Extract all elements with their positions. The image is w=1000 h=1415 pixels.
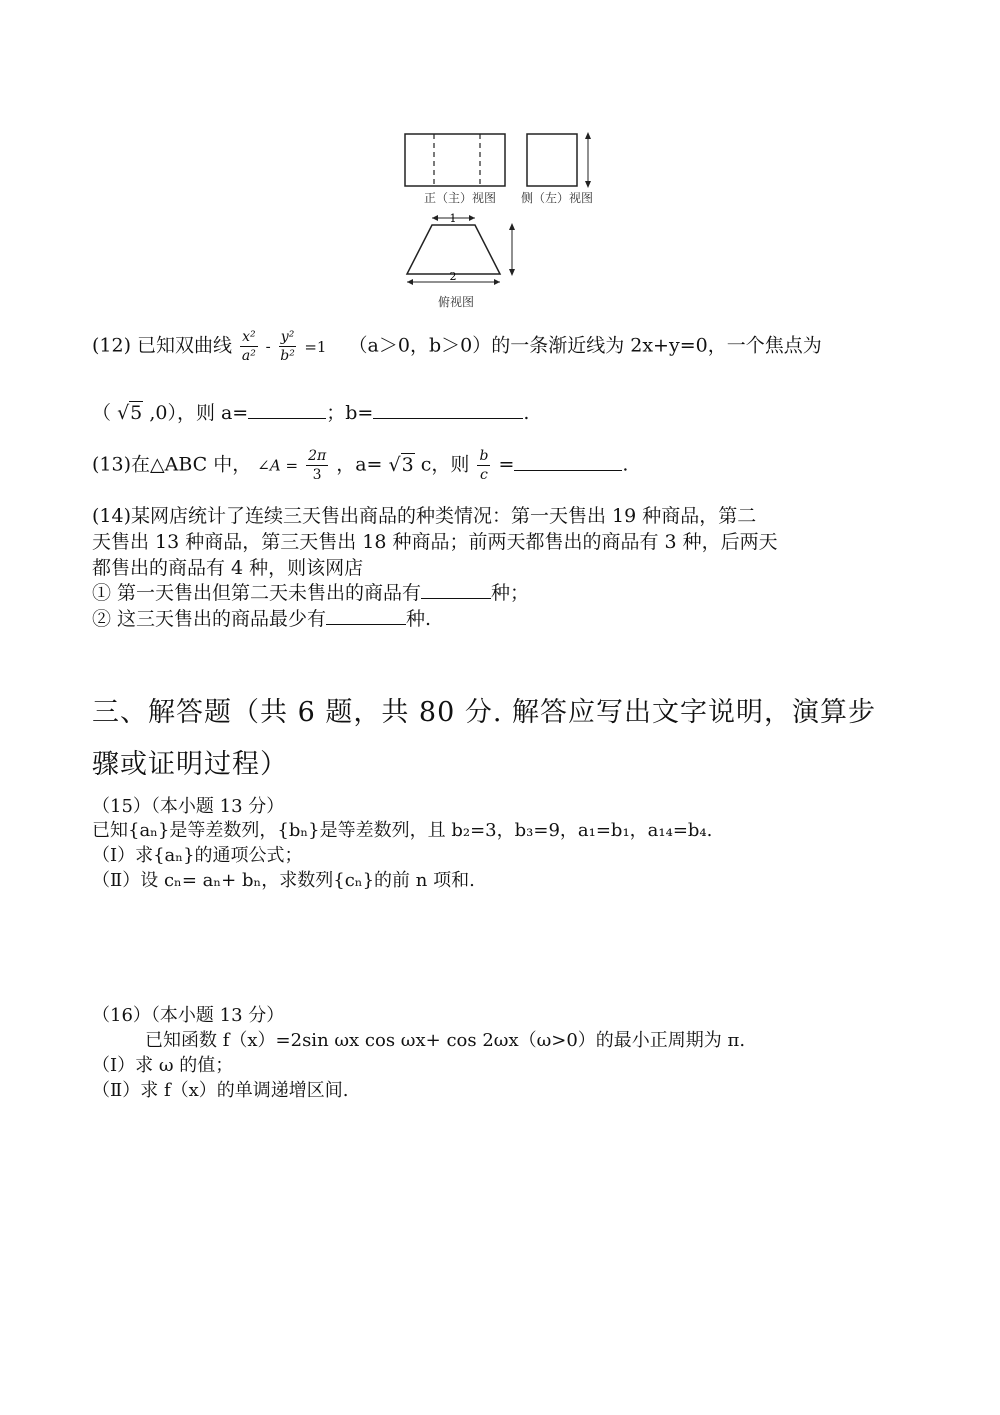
q14-item2-text: ② 这三天售出的商品最少有 [92,608,327,630]
q12-condition: （a＞0，b＞0）的一条渐近线为 2x+y=0，一个焦点为 [348,334,822,357]
q12-line1 [92,328,822,365]
q13-end: . [622,453,629,476]
q15-line1: 已知{aₙ}是等差数列，{bₙ}是等差数列，且 b₂=3，b₃=9，a₁=b₁，a₁₄=b₄. [92,820,713,841]
q13-eq: = [498,453,515,476]
q12-minus: - [265,337,271,356]
q14-line2: 天售出 13 种商品，第三天售出 18 种商品；前两天都售出的商品有 3 种，后两天 [92,531,778,553]
q13-frac2-num: b [479,448,489,464]
arrow-down-icon [585,181,591,188]
q12-prefix: (12) 已知双曲线 [92,334,233,357]
arrow-left-icon [407,279,413,285]
q14-item2-unit: 种. [406,608,432,630]
q13-blank[interactable] [514,453,622,471]
q14-line4 [92,578,529,605]
q13-fraction-bc [477,447,490,484]
q13-frac-den: 3 [312,467,322,483]
q13-sqrt-value: 3 [401,453,414,476]
q13-line [92,447,628,484]
section3-title-line2: 骤或证明过程） [92,749,288,780]
q14-item1-text: ① 第一天售出但第二天未售出的商品有 [92,582,422,604]
top-view-trapezoid [407,225,500,274]
front-view-label: 正（主）视图 [424,191,497,205]
q16-header: （16）（本小题 13 分） [92,1005,285,1026]
q12-frac2-den: b² [280,348,295,364]
front-view-rect [405,134,505,186]
arrow-up-icon [585,132,591,139]
q12-end: . [523,402,530,424]
three-view-figure [396,128,606,313]
q15-line2: （Ⅰ）求{aₙ}的通项公式； [92,845,303,866]
q13-frac2-den: c [480,467,488,483]
q12-blank-b[interactable] [373,401,523,419]
q16-line2: （Ⅰ）求 ω 的值； [92,1055,234,1076]
q12-fraction-y [279,328,297,365]
top-dimension-label: 1 [449,212,457,225]
q16-line3: （Ⅱ）求 f（x）的单调递增区间. [92,1080,349,1101]
q13-angle: ∠A = [257,456,299,475]
q16-line1: 已知函数 f（x）=2sin ωx cos ωx+ cos 2ωx（ω>0）的最小正周期为 π. [145,1030,746,1051]
q12-eq: =1 [304,337,327,356]
q14-line5 [92,604,431,631]
q12-frac1-num: x² [242,329,256,345]
q13-frac-num: 2π [308,448,327,464]
bottom-dimension-label: 2 [449,270,457,283]
arrow-down-icon [509,269,515,276]
q13-mid: ，a= [336,453,383,476]
q15-line3: （Ⅱ）设 cₙ= aₙ+ bₙ，求数列{cₙ}的前 n 项和. [92,870,475,891]
q12-sep: ；b= [326,402,374,424]
q12-sqrt-value: 5 [130,402,143,424]
q15-header: （15）（本小题 13 分） [92,796,285,817]
q13-mid2: c，则 [420,453,470,476]
q14-line3: 都售出的商品有 4 种，则该网店 [92,557,364,579]
arrow-right-icon [469,215,475,221]
top-view-label: 俯视图 [438,295,475,309]
q14-line1: (14)某网店统计了连续三天售出商品的种类情况：第一天售出 19 种商品，第二 [92,505,757,527]
q14-item1-unit: 种； [491,582,530,604]
q12-frac1-den: a² [241,348,256,364]
q13-prefix: (13)在△ABC 中， [92,453,252,476]
q12-open-paren: （ [92,402,112,424]
section3-title-line1: 三、解答题（共 6 题，共 80 分. 解答应写出文字说明，演算步 [92,697,877,728]
q12-frac2-num: y² [280,329,295,345]
q14-blank-1[interactable] [421,581,491,599]
arrow-left-icon [432,215,438,221]
q12-sqrt: √5 [117,402,143,424]
q12-blank-a[interactable] [248,401,326,419]
q12-fraction-x [240,328,258,365]
side-view-label: 侧（左）视图 [521,191,594,205]
q14-blank-2[interactable] [326,607,406,625]
q12-line2 [92,398,529,425]
side-view-rect [527,134,577,186]
q13-fraction-angle [306,447,328,484]
q13-sqrt: √3 [388,453,414,476]
q12-mid: ,0），则 a= [149,402,249,424]
arrow-up-icon [509,223,515,230]
arrow-right-icon [494,279,500,285]
